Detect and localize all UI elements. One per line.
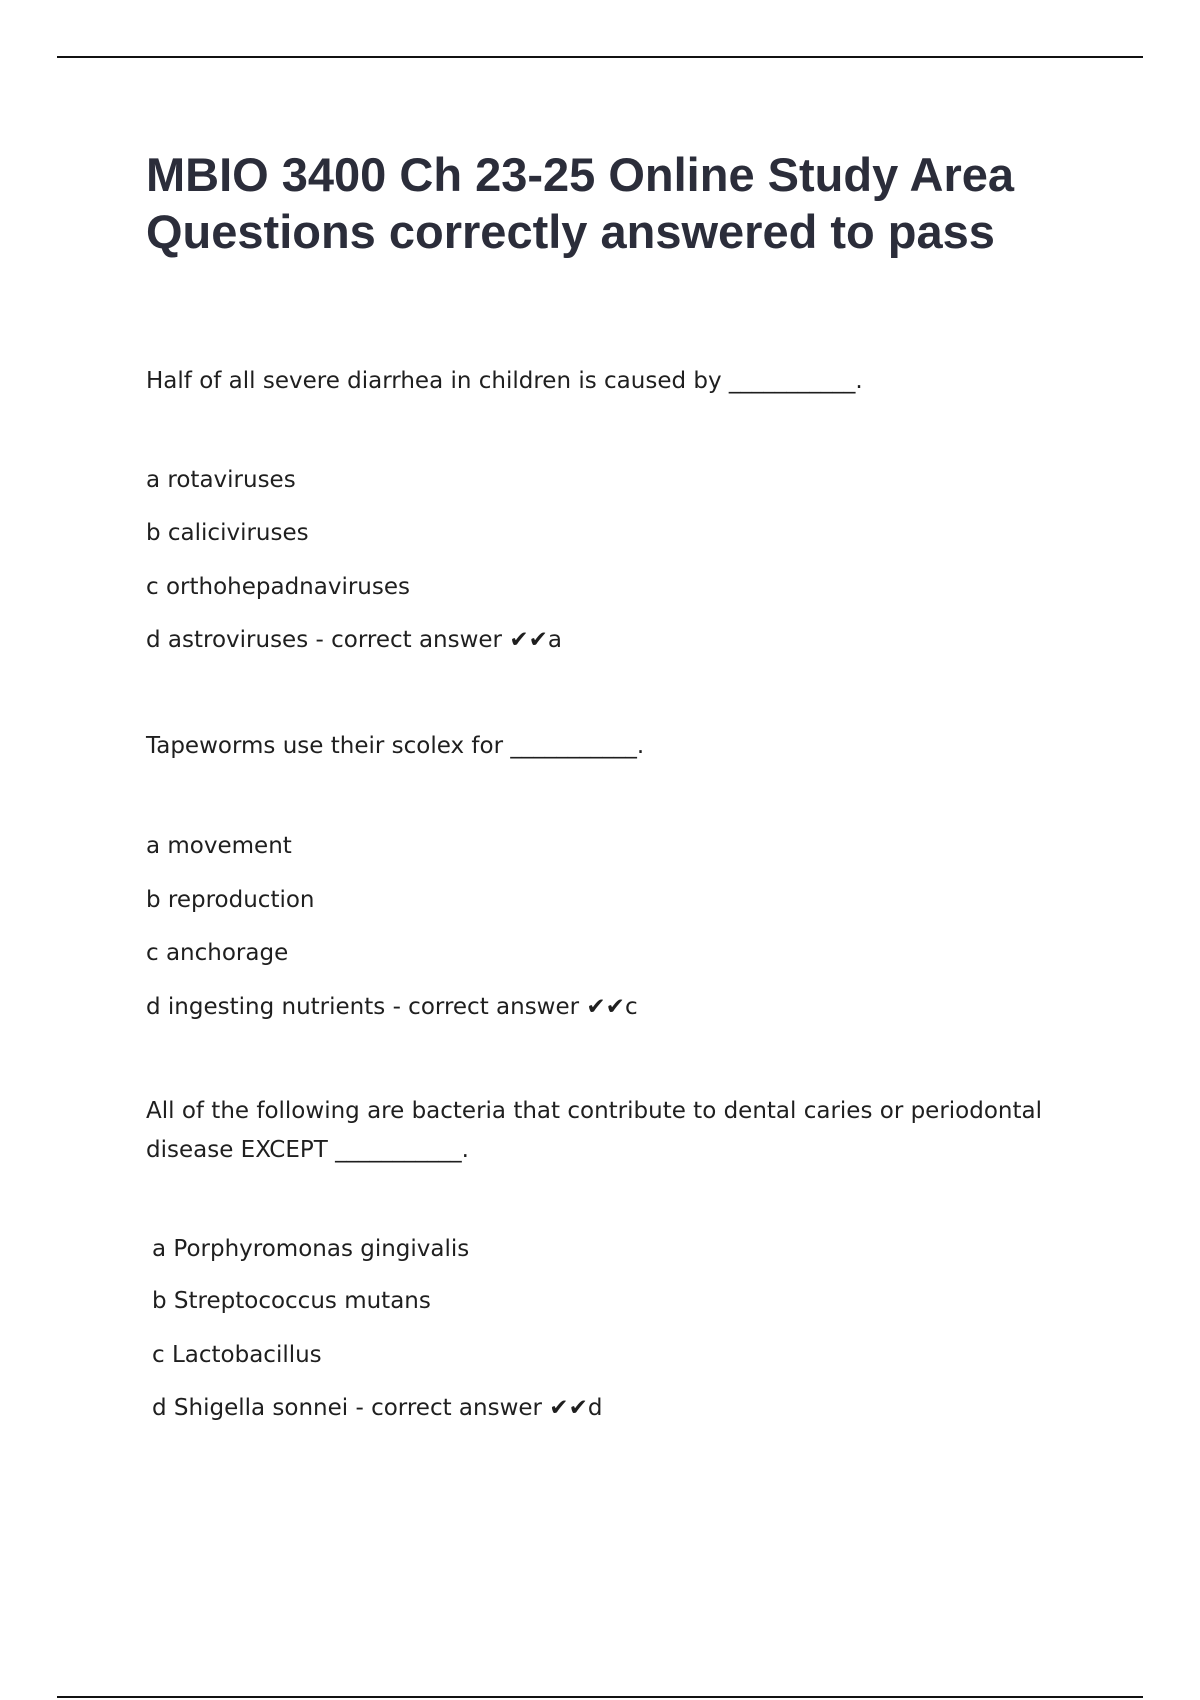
question-2-option-d-answer: d ingesting nutrients - correct answer ✔✔c [146,994,638,1020]
question-3-option-a: a Porphyromonas gingivalis [152,1236,470,1262]
question-3-option-c: c Lactobacillus [152,1342,322,1368]
question-1-option-d-answer: d astroviruses - correct answer ✔✔a [146,627,562,653]
question-1-option-c: c orthohepadnaviruses [146,574,410,600]
question-1-option-b: b caliciviruses [146,520,309,546]
bottom-rule [57,1696,1143,1698]
question-2-option-b: b reproduction [146,887,315,913]
document-title: MBIO 3400 Ch 23-25 Online Study Area Questions correctly answered to pass [146,148,1015,258]
top-rule [57,56,1143,58]
question-3-text: All of the following are bacteria that contribute to dental caries or periodontal disease EXCEPT ___________. [146,1098,1043,1163]
question-2-option-c: c anchorage [146,940,289,966]
question-1-option-a: a rotaviruses [146,467,296,493]
question-2-text: Tapeworms use their scolex for ___________. [146,733,645,759]
question-3-option-b: b Streptococcus mutans [152,1288,431,1314]
question-1-text: Half of all severe diarrhea in children is caused by ___________. [146,368,863,394]
question-2-option-a: a movement [146,833,292,859]
question-3-option-d-answer: d Shigella sonnei - correct answer ✔✔d [152,1395,603,1421]
